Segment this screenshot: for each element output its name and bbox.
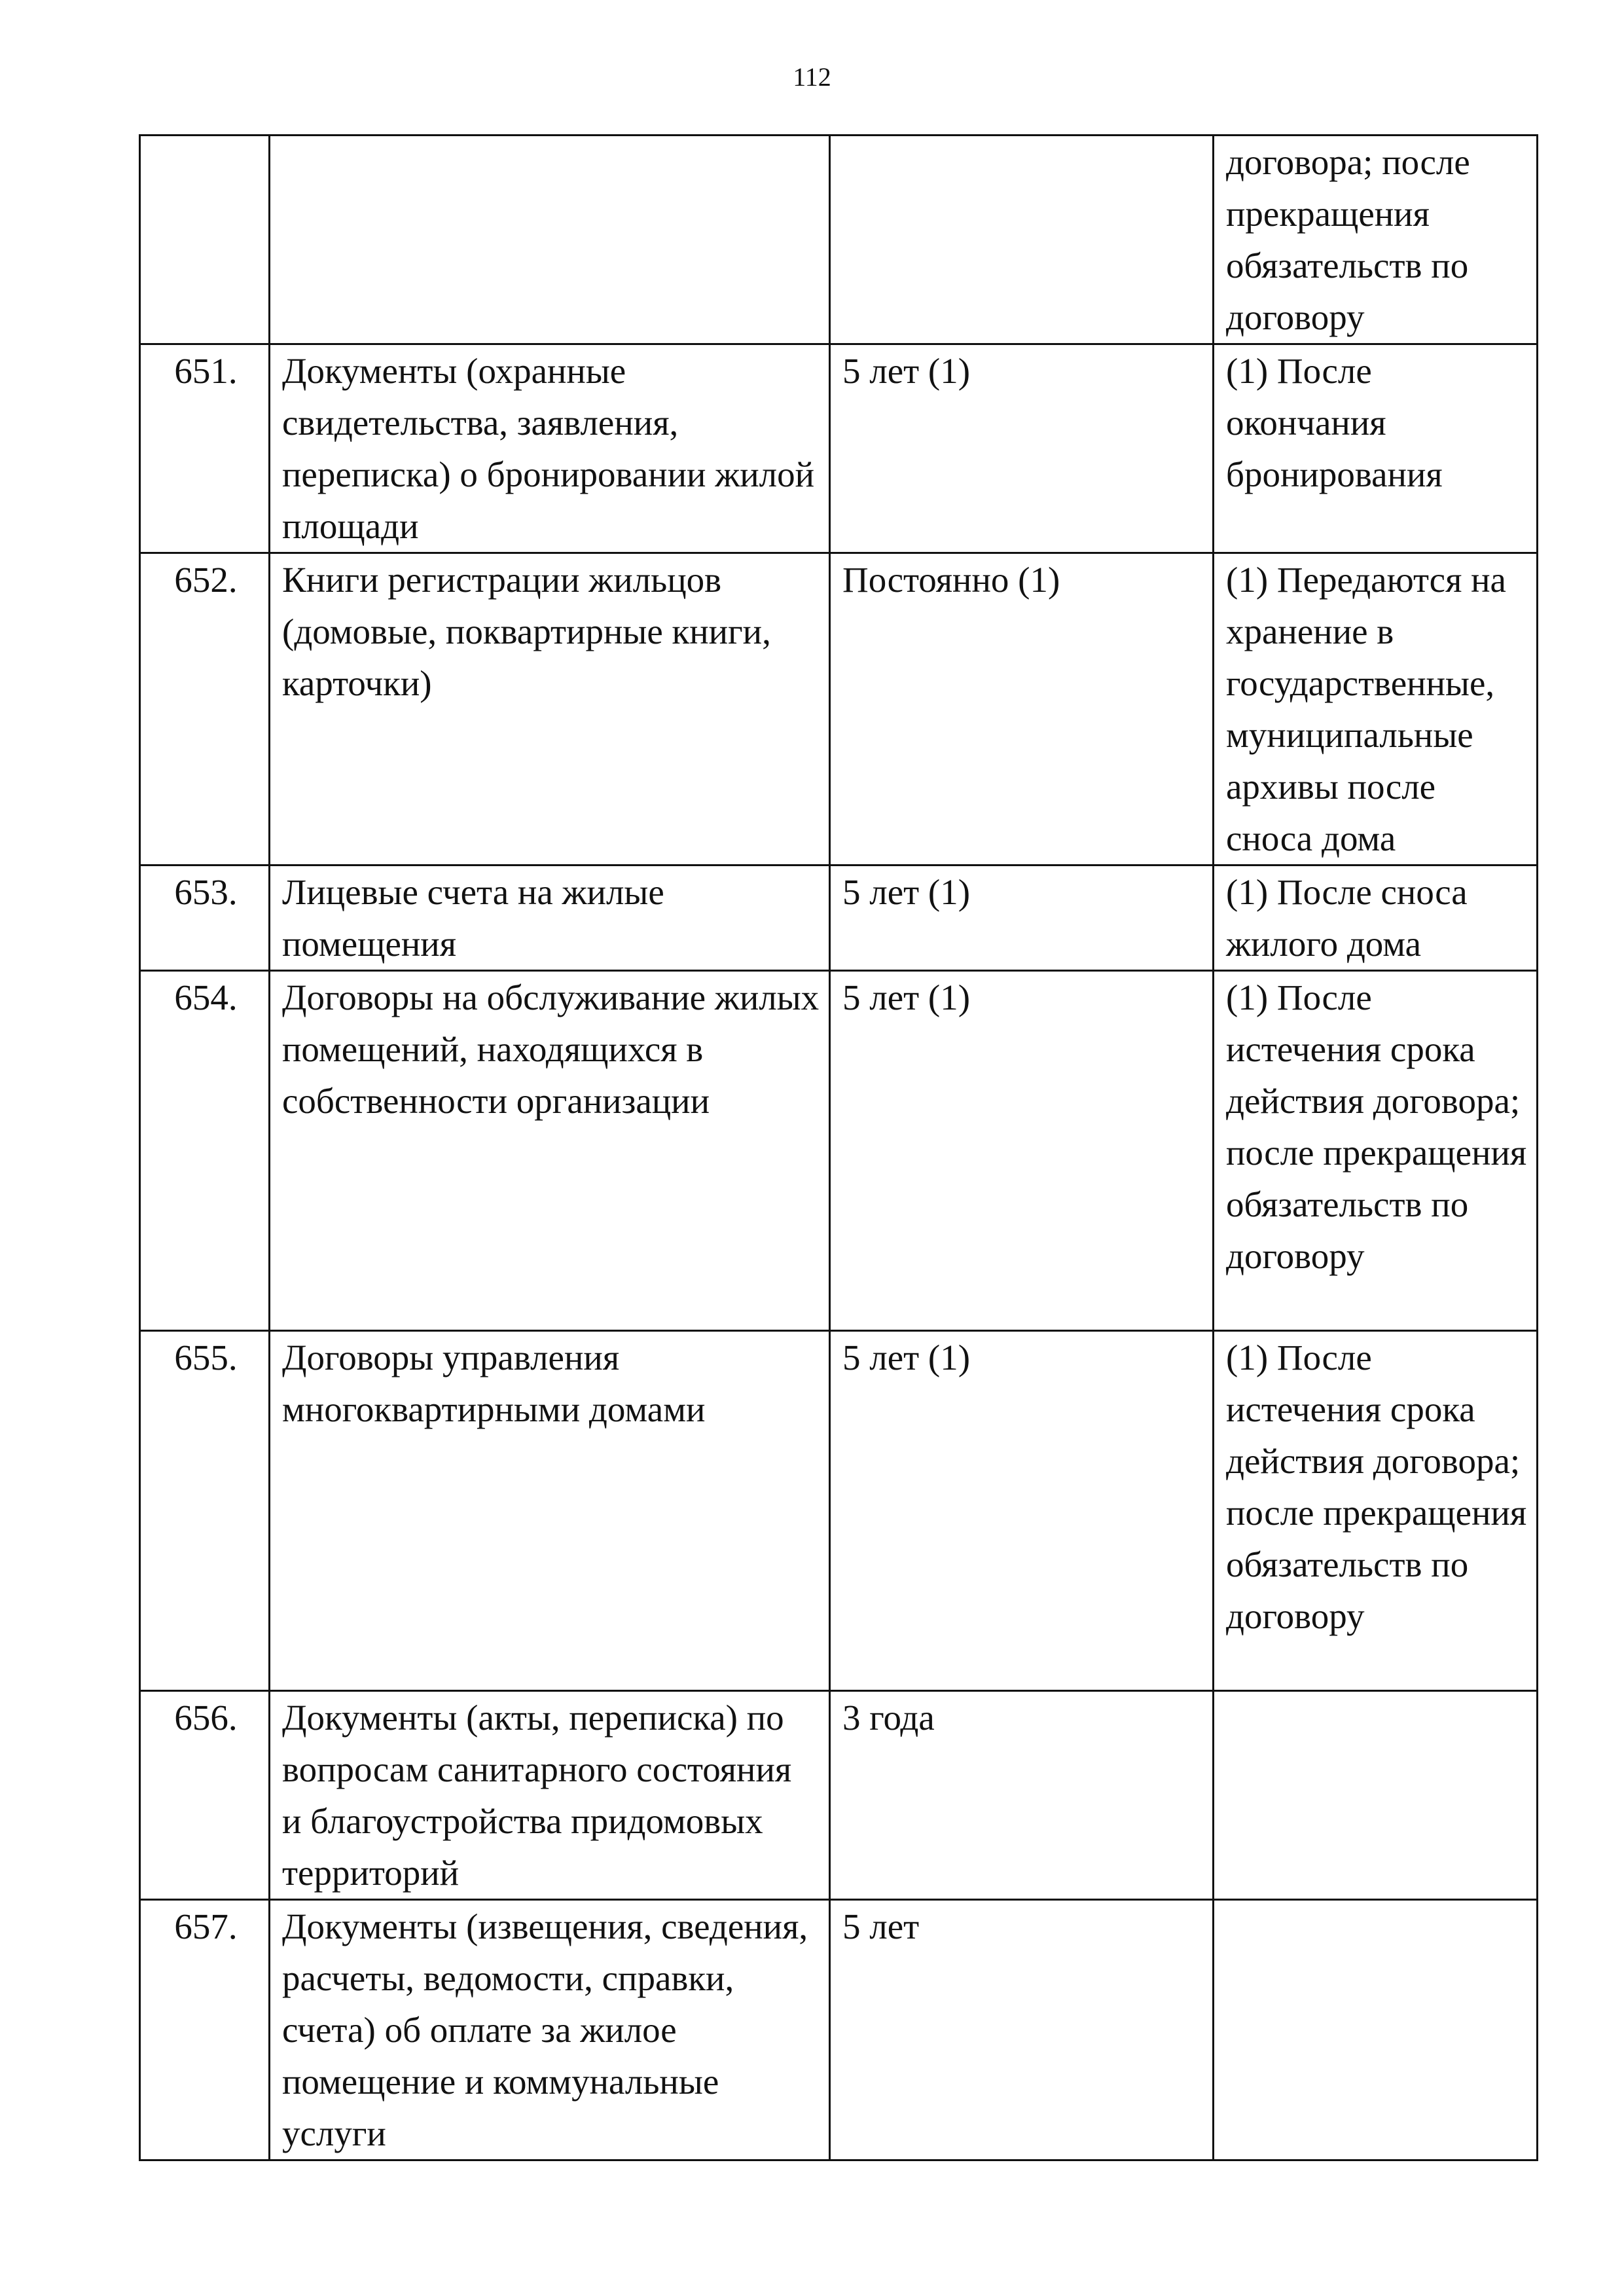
retention-term-cell: 5 лет (1) xyxy=(830,971,1214,1331)
row-number-cell: 654. xyxy=(140,971,270,1331)
table-row xyxy=(140,1331,1538,1691)
retention-term-cell xyxy=(830,136,1214,344)
note-cell: (1) После истечения срока действия договора; после прекращения обязательств по договору xyxy=(1214,971,1538,1331)
row-number-cell: 655. xyxy=(140,1331,270,1691)
row-number-cell: 651. xyxy=(140,344,270,553)
table-row xyxy=(140,1691,1538,1900)
row-number-cell: 657. xyxy=(140,1900,270,2160)
retention-term-cell: 3 года xyxy=(830,1691,1214,1900)
note-cell: (1) После сноса жилого дома xyxy=(1214,866,1538,971)
note-cell: (1) Передаются на хранение в государственные, муниципальные архивы после сноса дома xyxy=(1214,553,1538,866)
table-row xyxy=(140,344,1538,553)
note-cell: (1) После окончания бронирования xyxy=(1214,344,1538,553)
retention-term-cell: Постоянно (1) xyxy=(830,553,1214,866)
table-row xyxy=(140,971,1538,1331)
retention-term-cell: 5 лет xyxy=(830,1900,1214,2160)
document-title-cell: Лицевые счета на жилые помещения xyxy=(270,866,830,971)
row-number-cell xyxy=(140,136,270,344)
records-retention-table xyxy=(139,134,1538,2161)
document-title-cell: Договоры на обслуживание жилых помещений, находящихся в собственности организации xyxy=(270,971,830,1331)
row-number-cell: 653. xyxy=(140,866,270,971)
retention-term-cell: 5 лет (1) xyxy=(830,344,1214,553)
note-cell xyxy=(1214,1900,1538,2160)
document-title-cell: Книги регистрации жильцов (домовые, поквартирные книги, карточки) xyxy=(270,553,830,866)
page-number: 112 xyxy=(793,62,831,92)
row-number-cell: 652. xyxy=(140,553,270,866)
document-title-cell: Документы (охранные свидетельства, заявления, переписка) о бронировании жилой площади xyxy=(270,344,830,553)
note-cell xyxy=(1214,1691,1538,1900)
note-cell: договора; после прекращения обязательств по договору xyxy=(1214,136,1538,344)
note-cell: (1) После истечения срока действия договора; после прекращения обязательств по договору xyxy=(1214,1331,1538,1691)
retention-term-cell: 5 лет (1) xyxy=(830,1331,1214,1691)
document-title-cell: Договоры управления многоквартирными домами xyxy=(270,1331,830,1691)
document-title-cell xyxy=(270,136,830,344)
retention-term-cell: 5 лет (1) xyxy=(830,866,1214,971)
document-title-cell: Документы (акты, переписка) по вопросам санитарного состояния и благоустройства придомовых территорий xyxy=(270,1691,830,1900)
table-row xyxy=(140,1900,1538,2160)
table-row xyxy=(140,136,1538,344)
table-row xyxy=(140,553,1538,866)
document-title-cell: Документы (извещения, сведения, расчеты, ведомости, справки, счета) об оплате за жилое помещение и коммунальные услуги xyxy=(270,1900,830,2160)
table-row xyxy=(140,866,1538,971)
row-number-cell: 656. xyxy=(140,1691,270,1900)
